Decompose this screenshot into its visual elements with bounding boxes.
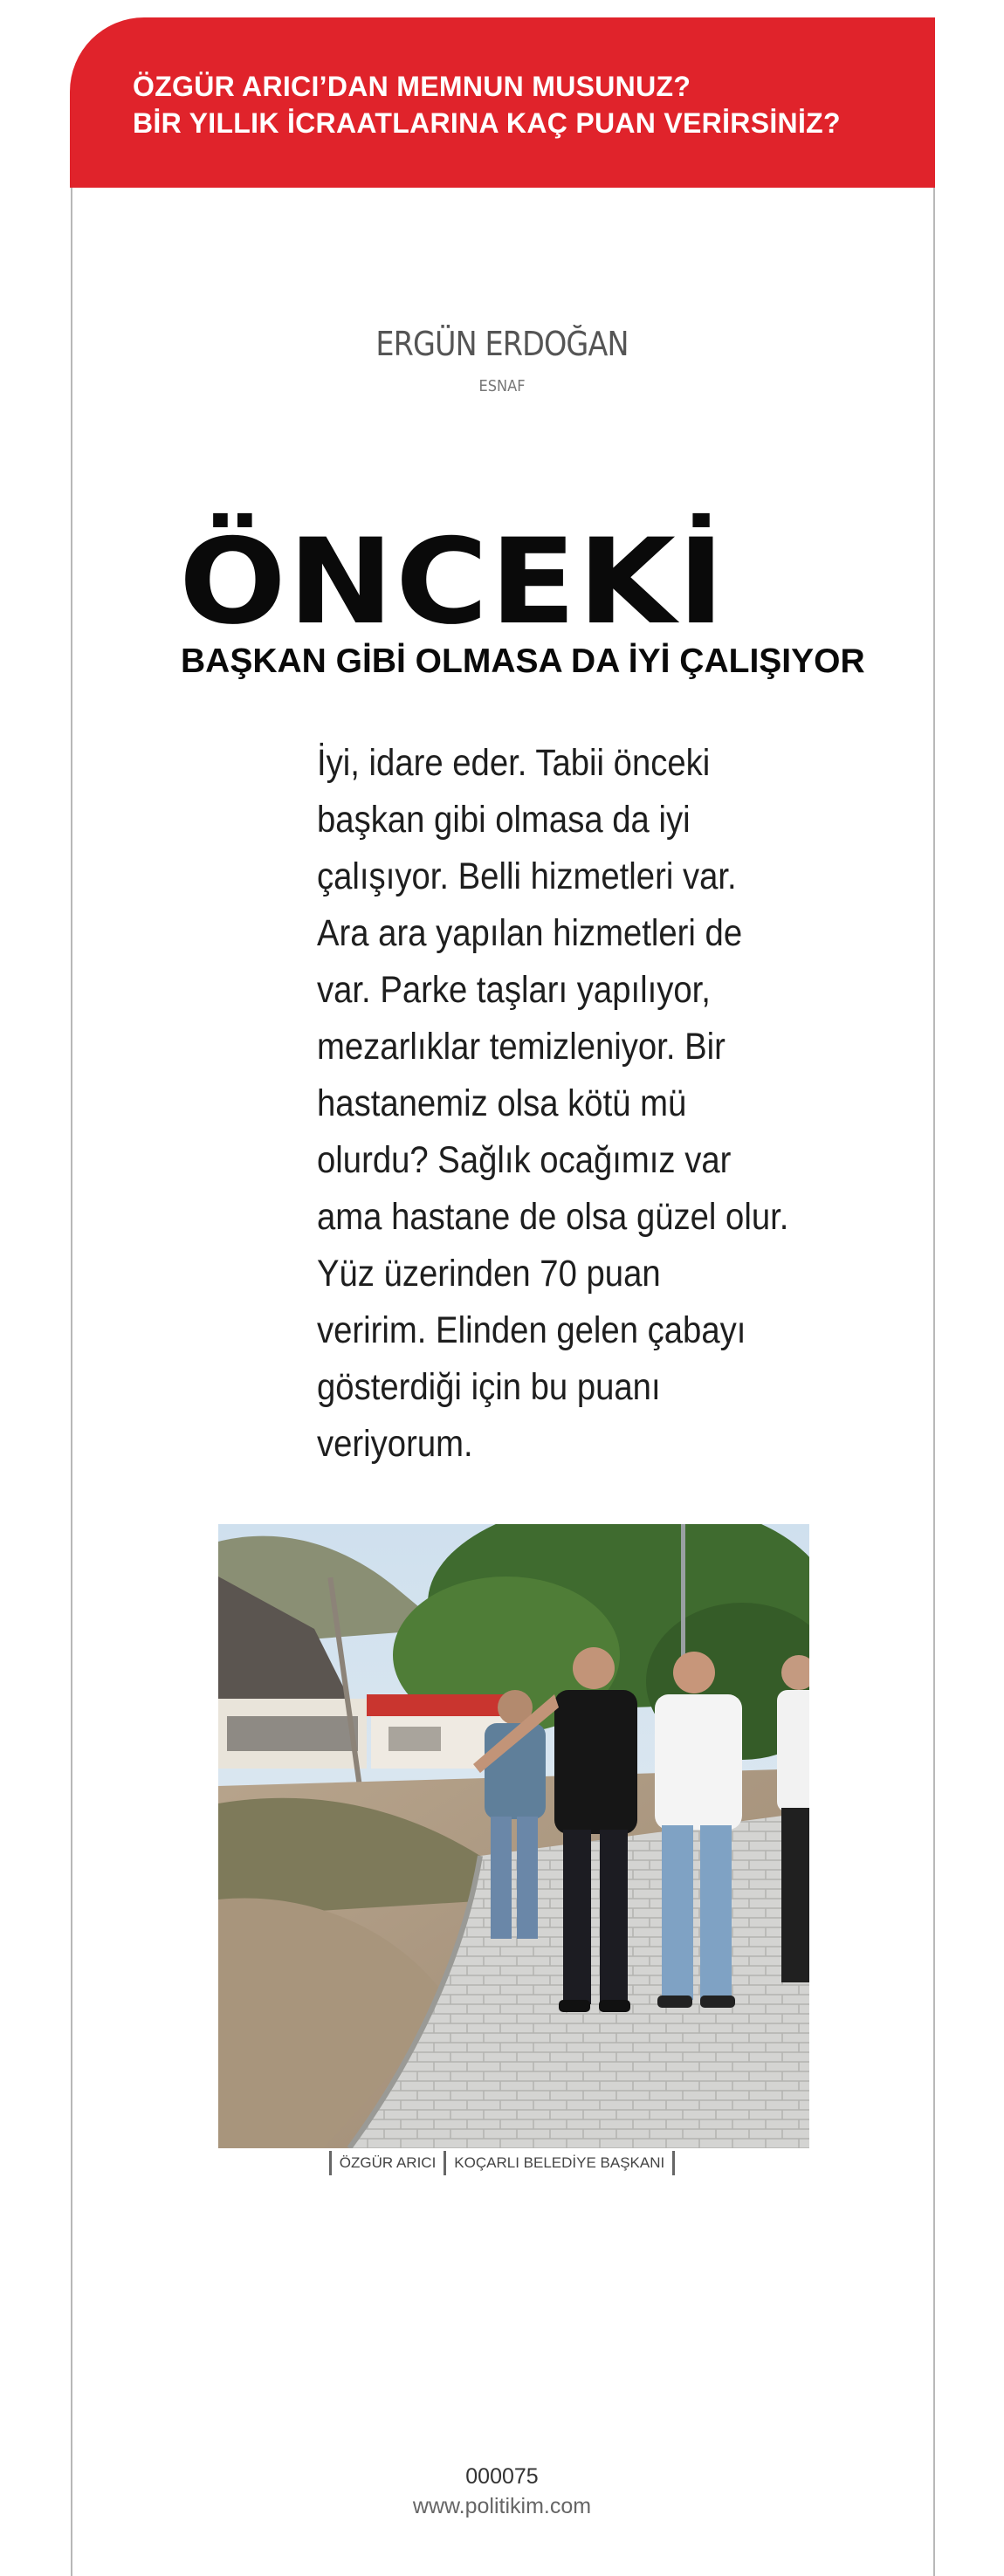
headline-sub: BAŞKAN GİBİ OLMASA DA İYİ ÇALIŞIYOR <box>181 642 865 680</box>
caption-name: ÖZGÜR ARICI <box>339 2154 437 2171</box>
caption-divider <box>329 2151 332 2175</box>
quote-line: hastanemiz olsa kötü mü <box>317 1082 687 1124</box>
quote-line: başkan gibi olmasa da iyi <box>317 799 691 841</box>
quote-line: veriyorum. <box>317 1423 473 1465</box>
caption-divider <box>444 2151 446 2175</box>
frame-left-line <box>71 188 72 2576</box>
quote-line: çalışıyor. Belli hizmetleri var. <box>317 855 737 897</box>
banner-question-line-2: BİR YILLIK İCRAATLARINA KAÇ PUAN VERİRSİNİZ? <box>133 107 841 139</box>
mayor-site-visit-photo <box>218 1524 809 2148</box>
site-url: www.politikim.com <box>412 2494 592 2518</box>
page-number: 000075 <box>465 2464 539 2489</box>
quote-line: var. Parke taşları yapılıyor, <box>317 969 711 1011</box>
frame-right-line <box>933 188 935 2576</box>
interviewee-name: ERGÜN ERDOĞAN <box>375 325 629 363</box>
photo-caption <box>0 2151 1004 2175</box>
quote-line: olurdu? Sağlık ocağımız var <box>317 1139 732 1181</box>
banner-question-line-1: ÖZGÜR ARICI’DAN MEMNUN MUSUNUZ? <box>133 71 691 102</box>
headline-main: ÖNCEKİ <box>179 513 726 650</box>
quote-line: veririm. Elinden gelen çabayı <box>317 1309 746 1351</box>
quote-line: ama hastane de olsa güzel olur. <box>317 1196 789 1238</box>
quote-line: Ara ara yapılan hizmetleri de <box>317 912 743 954</box>
quote-line: gösterdiği için bu puanı <box>317 1366 661 1408</box>
caption-title: KOÇARLI BELEDİYE BAŞKANI <box>454 2154 665 2171</box>
header-banner <box>70 17 935 188</box>
caption-divider <box>672 2151 675 2175</box>
quote-line: mezarlıklar temizleniyor. Bir <box>317 1026 725 1068</box>
quote-line: İyi, idare eder. Tabii önceki <box>317 742 711 784</box>
quote-body <box>317 735 799 1473</box>
quote-line: Yüz üzerinden 70 puan <box>317 1253 661 1295</box>
interviewee-role: ESNAF <box>478 377 526 395</box>
